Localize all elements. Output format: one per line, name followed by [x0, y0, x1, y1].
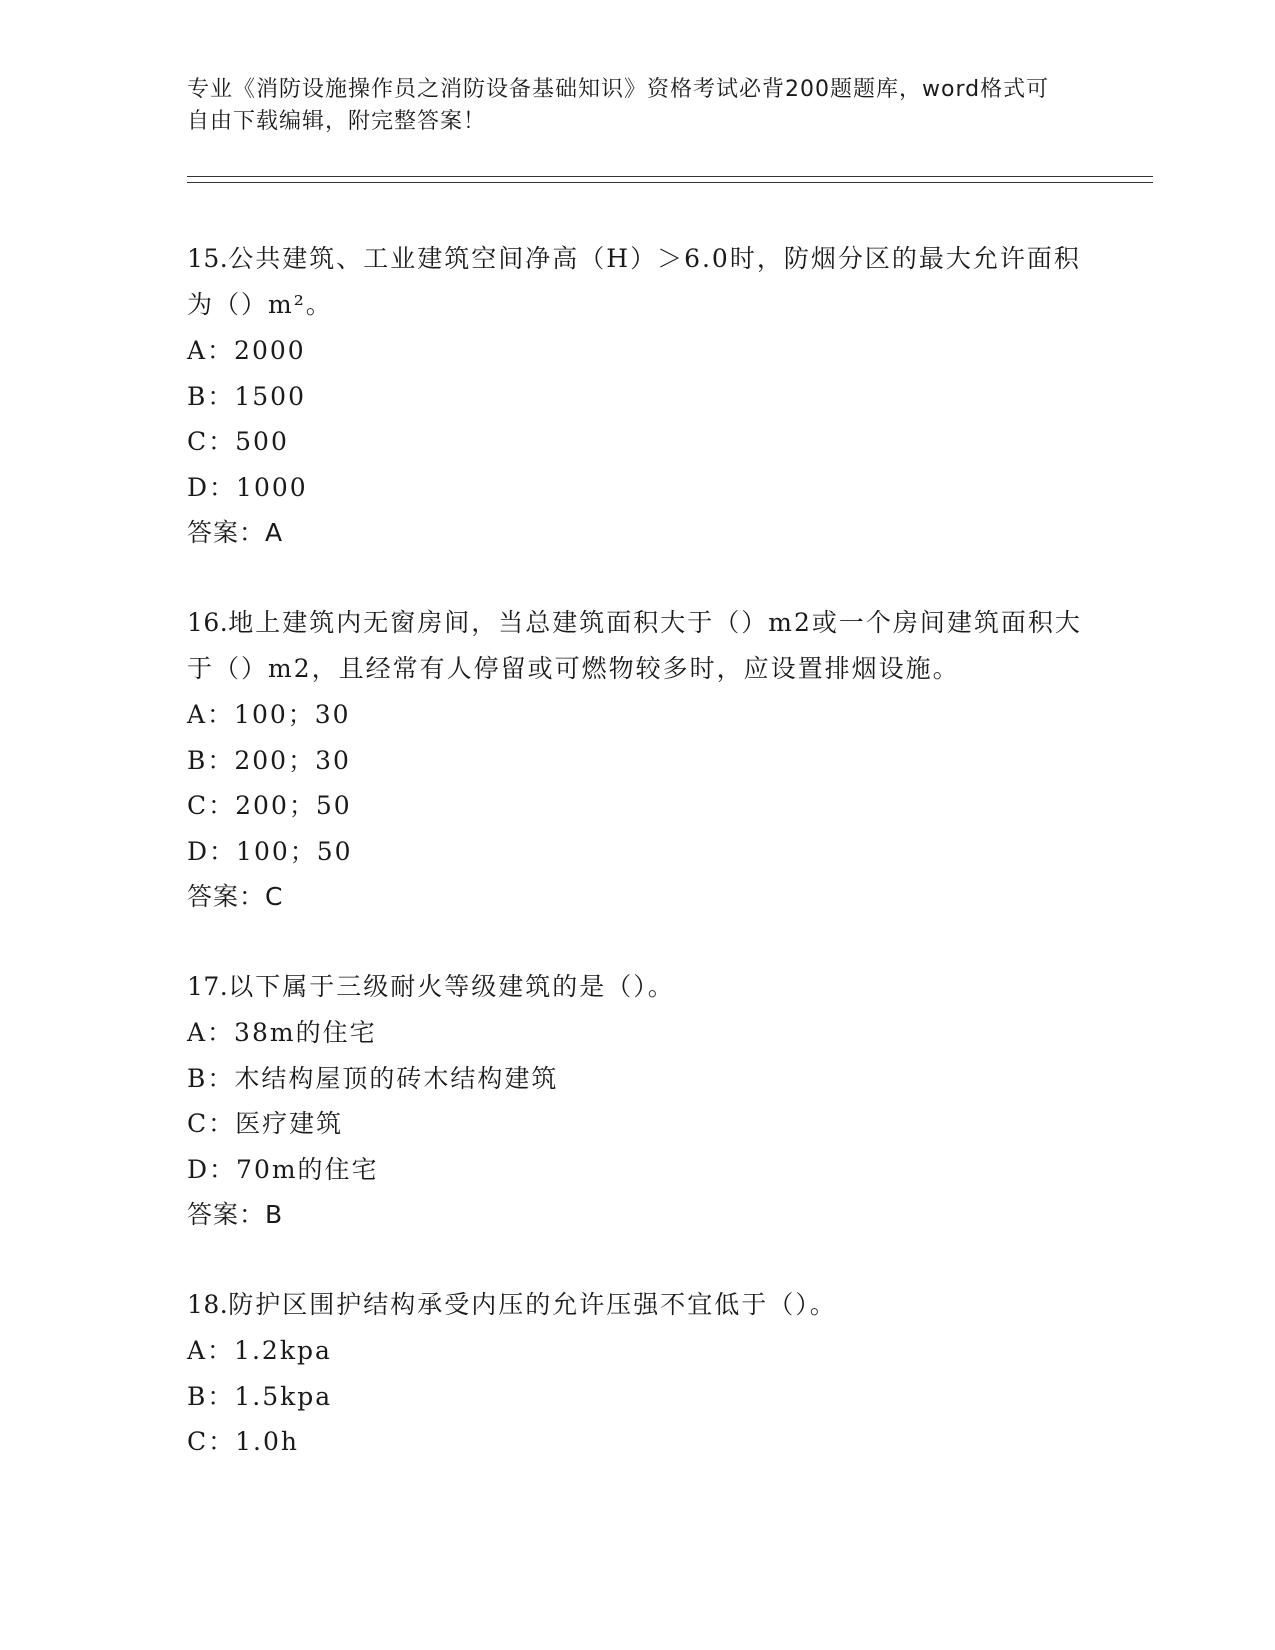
- answer-line: [187, 874, 1087, 920]
- option-b: B：1.5kpa: [187, 1381, 333, 1411]
- option-a: A：2000: [187, 336, 306, 365]
- option-b: B：200；30: [187, 745, 351, 775]
- answer-label: 答案：: [187, 882, 266, 911]
- answer-label: 答案：: [187, 1200, 266, 1229]
- question-stem: 防护区围护结构承受内压的允许压强不宜低于（）。: [228, 1290, 837, 1319]
- question-text: [187, 236, 1087, 328]
- header-divider-top: [187, 176, 1153, 177]
- question-stem: 以下属于三级耐火等级建筑的是（）。: [228, 972, 675, 1001]
- option-c: C：医疗建筑: [187, 1109, 344, 1138]
- question-list: [187, 236, 1087, 1509]
- question-17: [187, 964, 1087, 1238]
- question-text: [187, 600, 1087, 692]
- question-number: 16.: [187, 608, 229, 637]
- question-number: 15.: [187, 244, 229, 273]
- question-stem: 地上建筑内无窗房间，当总建筑面积大于（）m2或一个房间建筑面积大于（）m2，且经常有人停留或可燃物较多时，应设置排烟设施。: [187, 608, 1082, 683]
- answer-label: 答案：: [187, 518, 266, 547]
- answer-value: B: [265, 1200, 284, 1229]
- question-15: [187, 236, 1087, 556]
- option-b: B：1500: [187, 381, 306, 411]
- answer-value: C: [265, 882, 284, 911]
- option-a: A：38m的住宅: [187, 1018, 377, 1047]
- answer-line: [187, 1192, 1087, 1238]
- question-text: [187, 964, 1087, 1010]
- question-18: [187, 1282, 1087, 1465]
- option-c: C：200；50: [187, 791, 352, 820]
- option-a: A：1.2kpa: [187, 1336, 332, 1365]
- answer-line: [187, 510, 1087, 556]
- option-d: D：100；50: [187, 836, 353, 866]
- option-d: D：70m的住宅: [187, 1154, 379, 1184]
- question-text: [187, 1282, 1087, 1328]
- question-16: [187, 600, 1087, 920]
- option-b: B：木结构屋顶的砖木结构建筑: [187, 1063, 559, 1093]
- option-d: D：1000: [187, 472, 308, 502]
- option-c: C：1.0h: [187, 1427, 299, 1456]
- question-number: 17.: [187, 972, 229, 1001]
- header-divider-bottom: [187, 182, 1153, 183]
- document-header: 专业《消防设施操作员之消防设备基础知识》资格考试必背200题题库，word格式可自由下载编辑，附完整答案！: [187, 77, 1050, 134]
- question-stem: 公共建筑、工业建筑空间净高（H）＞6.0时，防烟分区的最大允许面积为（）m²。: [187, 244, 1081, 319]
- option-a: A：100；30: [187, 700, 351, 729]
- answer-value: A: [265, 518, 284, 547]
- option-c: C：500: [187, 427, 289, 456]
- question-number: 18.: [187, 1290, 229, 1319]
